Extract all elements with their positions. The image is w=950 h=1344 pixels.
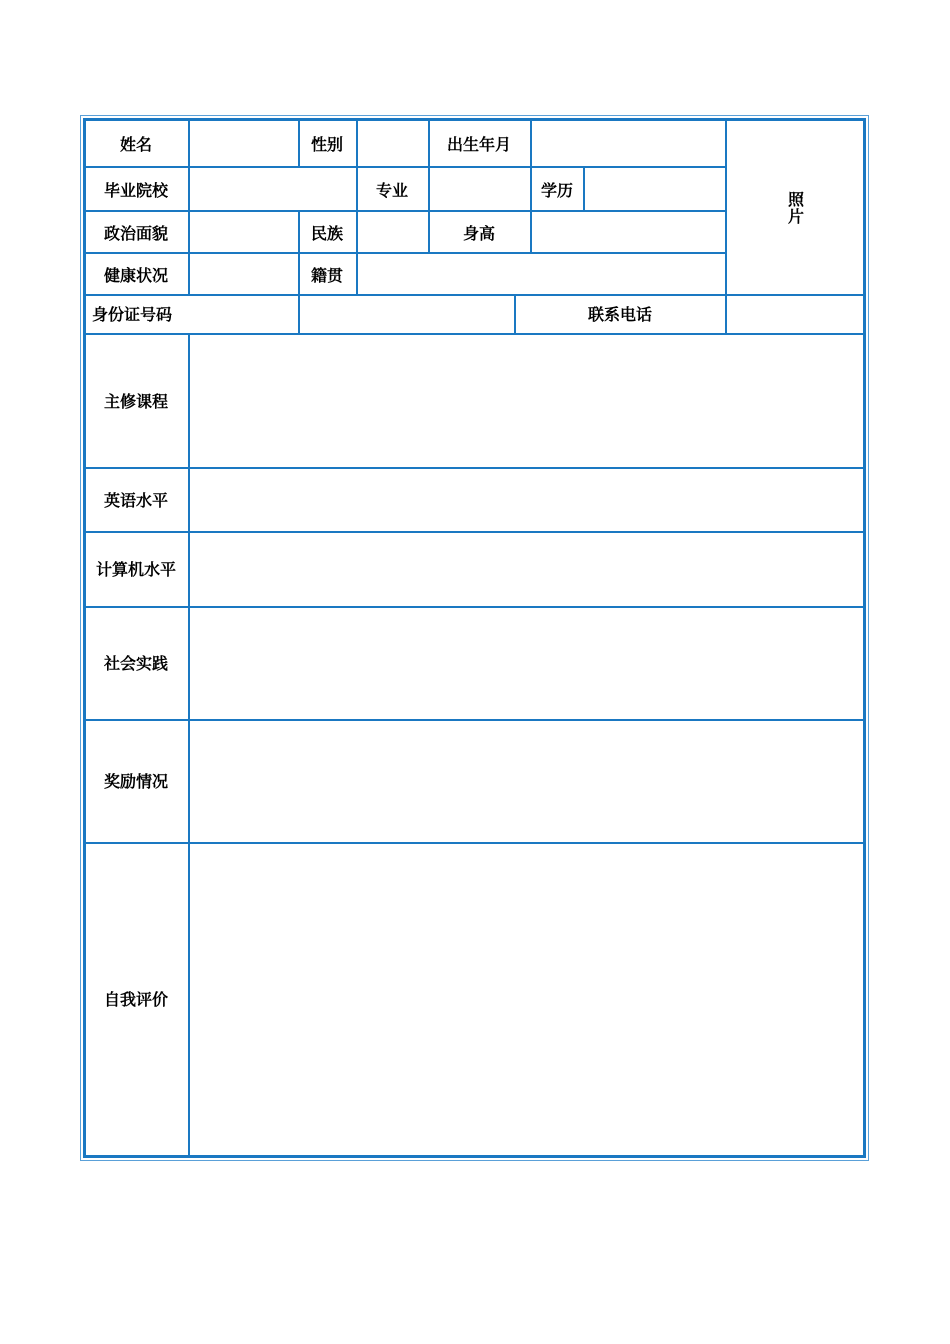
photo-label: 照片 xyxy=(787,190,804,226)
gender-field[interactable] xyxy=(358,121,428,166)
politics-label: 政治面貌 xyxy=(103,224,169,243)
english-label: 英语水平 xyxy=(103,491,169,510)
self-evaluation-label: 自我评价 xyxy=(103,990,169,1009)
height-label: 身高 xyxy=(462,224,496,243)
height-field[interactable] xyxy=(532,212,725,252)
degree-field[interactable] xyxy=(585,168,725,210)
politics-field[interactable] xyxy=(190,212,298,252)
phone-field[interactable] xyxy=(727,296,863,333)
school-field[interactable] xyxy=(190,168,356,210)
id-number-field[interactable] xyxy=(300,296,514,333)
english-field[interactable] xyxy=(190,469,863,531)
id-number-label: 身份证号码 xyxy=(92,305,173,324)
grid-line xyxy=(298,121,300,167)
practice-field[interactable] xyxy=(190,608,863,719)
major-label: 专业 xyxy=(375,181,409,200)
practice-label: 社会实践 xyxy=(103,654,169,673)
awards-field[interactable] xyxy=(190,721,863,842)
gender-label: 性别 xyxy=(310,135,344,154)
origin-field[interactable] xyxy=(358,254,725,294)
computer-field[interactable] xyxy=(190,533,863,606)
courses-field[interactable] xyxy=(190,335,863,467)
phone-label: 联系电话 xyxy=(587,305,653,324)
grid-line xyxy=(514,295,516,334)
name-label: 姓名 xyxy=(119,135,153,154)
major-field[interactable] xyxy=(430,168,530,210)
birth-label: 出生年月 xyxy=(446,135,512,154)
ethnicity-field[interactable] xyxy=(358,212,428,252)
origin-label: 籍贯 xyxy=(310,266,344,285)
birth-field[interactable] xyxy=(532,121,725,166)
health-field[interactable] xyxy=(190,254,298,294)
degree-label: 学历 xyxy=(540,181,574,200)
self-evaluation-field[interactable] xyxy=(190,844,863,1155)
awards-label: 奖励情况 xyxy=(103,772,169,791)
courses-label: 主修课程 xyxy=(103,392,169,411)
ethnicity-label: 民族 xyxy=(310,224,344,243)
school-label: 毕业院校 xyxy=(103,181,169,200)
health-label: 健康状况 xyxy=(103,266,169,285)
name-field[interactable] xyxy=(190,121,298,166)
computer-label: 计算机水平 xyxy=(95,560,177,579)
